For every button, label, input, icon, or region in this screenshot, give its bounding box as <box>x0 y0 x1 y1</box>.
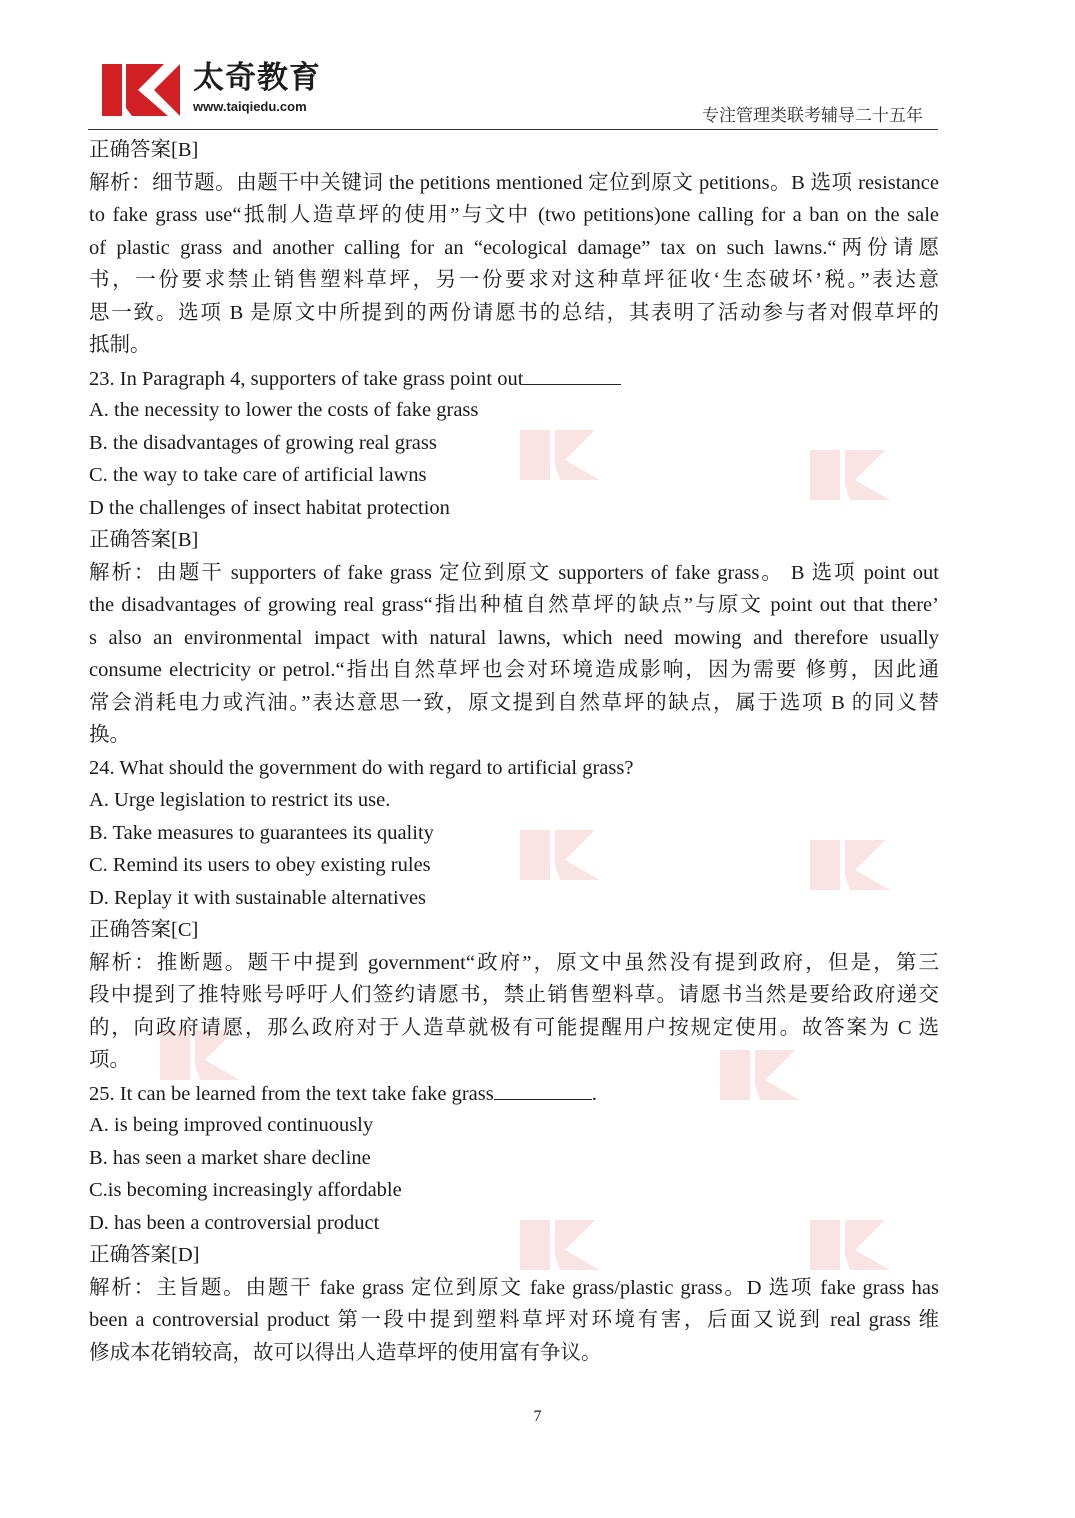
question-23 <box>89 362 939 395</box>
answer-blank <box>523 362 621 385</box>
analysis-line: of plastic grass and another calling for an “ecological damage” tax on such lawns.“两份请愿 <box>89 236 939 259</box>
analysis-line: been a controversial product 第一段中提到塑料草坪对环境有害，后面又说到 real grass 维 <box>89 1309 939 1331</box>
analysis-line: the disadvantages of growing real grass“指出种植自然草坪的缺点”与原文 point out that there’ <box>89 594 939 616</box>
taiqi-logo-icon <box>102 64 180 116</box>
analysis-line: s also an environmental impact with natural lawns, which need mowing and therefore usually <box>89 626 939 649</box>
analysis-line: 修成本花销较高，故可以得出人造草坪的使用富有争议。 <box>89 1341 602 1364</box>
analysis-line: to fake grass use“抵制人造草坪的使用”与文中 (two petitions)one calling for a ban on the sale <box>89 204 939 226</box>
analysis-line: 的，向政府请愿，那么政府对于人造草就极有可能提醒用户按规定使用。故答案为 C 选 <box>89 1016 939 1039</box>
question-text: 23. In Paragraph 4, supporters of take grass point out <box>89 367 524 390</box>
analysis-line: 解析：由题干 supporters of fake grass 定位到原文 supporters of fake grass。 B 选项 point out <box>89 561 939 584</box>
analysis-line: 思一致。选项 B 是原文中所提到的两份请愿书的总结，其表明了活动参与者对假草坪的 <box>89 301 939 324</box>
header-divider <box>88 129 938 130</box>
option-c: C.is becoming increasingly affordable <box>89 1179 402 1201</box>
answer-line: 正确答案[B] <box>89 139 199 161</box>
logo-name: 太奇教育 <box>193 60 321 96</box>
option-b: B. Take measures to guarantees its quality <box>89 821 434 844</box>
answer-line: 正确答案[B] <box>89 529 199 551</box>
analysis-line: 常会消耗电力或汽油。”表达意思一致，原文提到自然草坪的缺点，属于选项 B 的同义替 <box>89 691 939 714</box>
page-header <box>0 0 1075 135</box>
option-d: D. has been a controversial product <box>89 1211 380 1234</box>
option-d: D the challenges of insect habitat protection <box>89 496 450 519</box>
analysis-line: 解析：推断题。题干中提到 government“政府”，原文中虽然没有提到政府，但是，第三 <box>89 951 939 974</box>
option-c: C. the way to take care of artificial lawns <box>89 464 427 486</box>
answer-line: 正确答案[D] <box>89 1244 200 1266</box>
option-a: A. Urge legislation to restrict its use. <box>89 789 391 811</box>
analysis-line: 项。 <box>89 1049 130 1071</box>
analysis-line: 抵制。 <box>89 334 151 356</box>
analysis-line: 段中提到了推特账号呼吁人们签约请愿书，禁止销售塑料草。请愿书当然是要给政府递交 <box>89 984 939 1006</box>
header-tagline: 专注管理类联考辅导二十五年 <box>702 106 923 126</box>
answer-blank <box>494 1077 592 1100</box>
question-25 <box>89 1077 939 1110</box>
analysis-line: 书，一份要求禁止销售塑料草坪，另一份要求对这种草坪征收‘生态破坏’税。”表达意 <box>89 269 939 291</box>
option-a: A. is being improved continuously <box>89 1114 374 1136</box>
option-c: C. Remind its users to obey existing rules <box>89 854 431 876</box>
option-d: D. Replay it with sustainable alternatives <box>89 886 427 909</box>
question-period: . <box>591 1082 597 1105</box>
question-text: 25. It can be learned from the text take fake grass <box>89 1082 494 1105</box>
analysis-line: consume electricity or petrol.“指出自然草坪也会对环境造成影响，因为需要 修剪，因此通 <box>89 659 939 681</box>
document-body <box>89 134 939 1369</box>
analysis-line: 换。 <box>89 724 130 746</box>
option-b: B. the disadvantages of growing real grass <box>89 431 437 454</box>
analysis-line: 解析：主旨题。由题干 fake grass 定位到原文 fake grass/plastic grass。D 选项 fake grass has <box>89 1276 939 1299</box>
logo-url: www.taiqiedu.com <box>193 99 307 114</box>
analysis-line: 解析：细节题。由题干中关键词 the petitions mentioned 定位到原文 petitions。B 选项 resistance <box>89 171 939 194</box>
option-a: A. the necessity to lower the costs of fake grass <box>89 399 479 421</box>
question-24: 24. What should the government do with regard to artificial grass? <box>89 756 634 779</box>
page-number: 7 <box>533 1408 542 1425</box>
answer-line: 正确答案[C] <box>89 919 199 941</box>
option-b: B. has seen a market share decline <box>89 1146 371 1169</box>
